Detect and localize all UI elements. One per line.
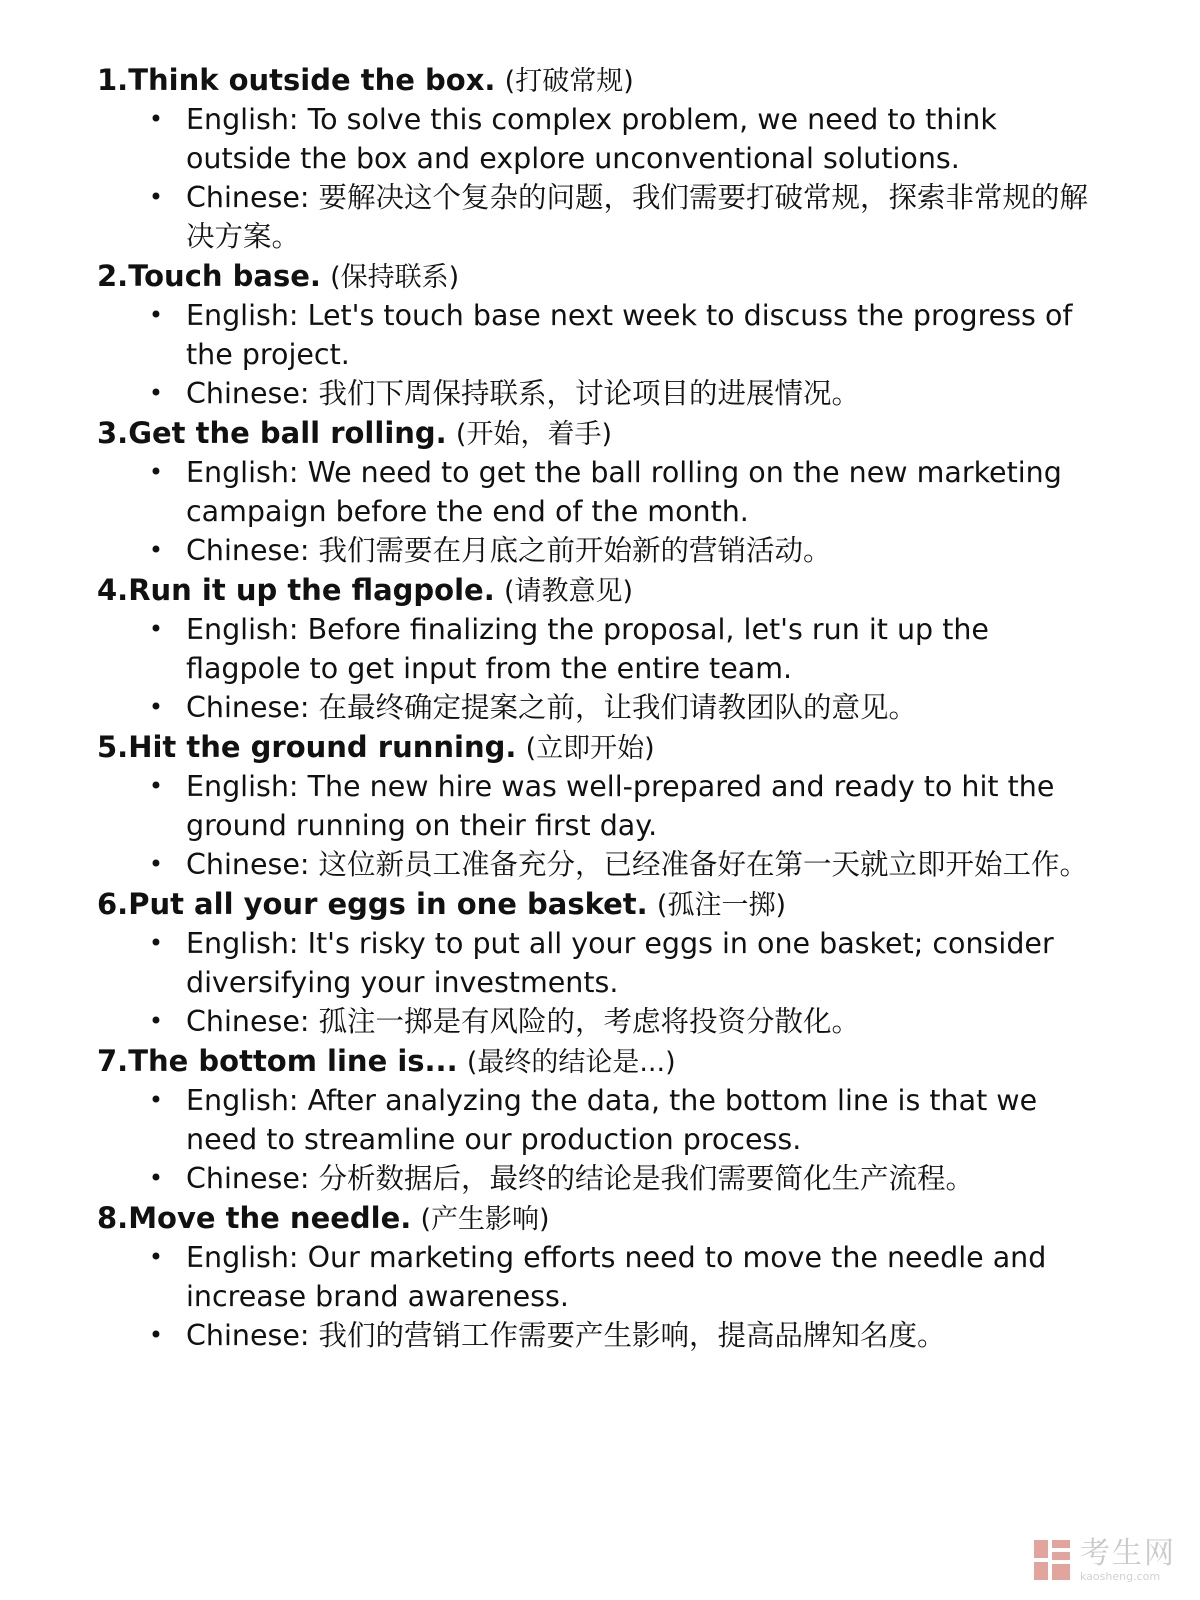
chinese-example <box>97 1002 1107 1041</box>
idiom-item <box>97 570 1107 727</box>
chinese-label: Chinese: <box>186 1162 310 1195</box>
bullet-icon: • <box>148 301 164 329</box>
english-sentence: After analyzing the data, the bottom line is that we need to streamline our production process. <box>186 1084 1038 1156</box>
idiom-meaning: (立即开始) <box>525 733 655 764</box>
chinese-sentence: 要解决这个复杂的问题，我们需要打破常规，探索非常规的解决方案。 <box>186 181 1089 253</box>
idiom-meaning: (最终的结论是...) <box>466 1047 676 1078</box>
english-label: English: <box>186 770 299 803</box>
idiom-number: 6. <box>97 887 129 921</box>
bullet-icon: • <box>148 1321 164 1349</box>
chinese-example <box>97 374 1107 413</box>
idiom-phrase: Move the needle. <box>128 1201 412 1235</box>
example-list <box>97 767 1107 884</box>
watermark-en: kaosheng.com <box>1080 1569 1161 1583</box>
bullet-icon: • <box>148 379 164 407</box>
idiom-phrase: Think outside the box. <box>128 63 496 97</box>
english-example <box>97 610 1107 688</box>
idiom-meaning: (请教意见) <box>503 576 634 607</box>
watermark-cn: 考生网 <box>1080 1535 1176 1571</box>
idiom-heading <box>97 570 1107 610</box>
example-list <box>97 1238 1107 1355</box>
idiom-item <box>97 884 1107 1041</box>
english-sentence: Our marketing efforts need to move the needle and increase brand awareness. <box>186 1241 1047 1313</box>
english-sentence: Before finalizing the proposal, let's run it up the flagpole to get input from the entire team. <box>186 613 989 685</box>
watermark <box>1032 1535 1176 1583</box>
idiom-heading <box>97 60 1107 100</box>
english-sentence: Let's touch base next week to discuss the progress of the project. <box>186 299 1073 371</box>
idiom-phrase: The bottom line is... <box>128 1044 458 1078</box>
idiom-number: 7. <box>97 1044 129 1078</box>
english-label: English: <box>186 613 299 646</box>
watermark-text <box>1080 1535 1176 1583</box>
idiom-number: 2. <box>97 259 129 293</box>
idiom-heading <box>97 727 1107 767</box>
idiom-phrase: Hit the ground running. <box>128 730 517 764</box>
english-label: English: <box>186 103 299 136</box>
chinese-sentence: 我们需要在月底之前开始新的营销活动。 <box>318 534 832 567</box>
idiom-phrase: Touch base. <box>128 259 321 293</box>
idiom-number: 3. <box>97 416 129 450</box>
idiom-phrase: Put all your eggs in one basket. <box>128 887 648 921</box>
english-sentence: To solve this complex problem, we need to think outside the box and explore unconventional solutions. <box>186 103 997 175</box>
example-list <box>97 1081 1107 1198</box>
bullet-icon: • <box>148 1164 164 1192</box>
idiom-number: 1. <box>97 63 129 97</box>
bullet-icon: • <box>148 615 164 643</box>
example-list <box>97 610 1107 727</box>
english-label: English: <box>186 456 299 489</box>
bullet-icon: • <box>148 105 164 133</box>
chinese-example <box>97 178 1107 256</box>
english-label: English: <box>186 1084 299 1117</box>
english-example <box>97 453 1107 531</box>
idiom-number: 8. <box>97 1201 129 1235</box>
english-example <box>97 296 1107 374</box>
english-label: English: <box>186 927 299 960</box>
example-list <box>97 924 1107 1041</box>
idiom-heading <box>97 1041 1107 1081</box>
english-example <box>97 1238 1107 1316</box>
chinese-example <box>97 845 1107 884</box>
bullet-icon: • <box>148 458 164 486</box>
example-list <box>97 453 1107 570</box>
chinese-example <box>97 531 1107 570</box>
english-label: English: <box>186 1241 299 1274</box>
bullet-icon: • <box>148 1243 164 1271</box>
chinese-sentence: 在最终确定提案之前，让我们请教团队的意见。 <box>318 691 918 724</box>
chinese-sentence: 这位新员工准备充分，已经准备好在第一天就立即开始工作。 <box>318 848 1089 881</box>
idiom-meaning: (开始，着手) <box>455 419 612 450</box>
english-label: English: <box>186 299 299 332</box>
idiom-phrase: Run it up the flagpole. <box>128 573 495 607</box>
chinese-label: Chinese: <box>186 377 310 410</box>
idiom-meaning: (打破常规) <box>504 66 634 97</box>
english-sentence: We need to get the ball rolling on the new marketing campaign before the end of the month. <box>186 456 1062 528</box>
chinese-sentence: 我们的营销工作需要产生影响，提高品牌知名度。 <box>318 1319 946 1352</box>
chinese-label: Chinese: <box>186 848 310 881</box>
idiom-number: 4. <box>97 573 129 607</box>
chinese-example <box>97 1316 1107 1355</box>
bullet-icon: • <box>148 1007 164 1035</box>
chinese-label: Chinese: <box>186 1005 310 1038</box>
idiom-heading <box>97 413 1107 453</box>
bullet-icon: • <box>148 1086 164 1114</box>
idiom-item <box>97 256 1107 413</box>
english-sentence: The new hire was well-prepared and ready to hit the ground running on their first day. <box>186 770 1055 842</box>
bullet-icon: • <box>148 929 164 957</box>
kaosheng-logo-icon <box>1032 1538 1072 1582</box>
chinese-label: Chinese: <box>186 691 310 724</box>
chinese-label: Chinese: <box>186 534 310 567</box>
idiom-meaning: (保持联系) <box>330 262 460 293</box>
english-sentence: It's risky to put all your eggs in one basket; consider diversifying your investments. <box>186 927 1054 999</box>
idiom-number: 5. <box>97 730 129 764</box>
idiom-phrase: Get the ball rolling. <box>128 416 447 450</box>
chinese-example <box>97 1159 1107 1198</box>
idiom-heading <box>97 884 1107 924</box>
example-list <box>97 296 1107 413</box>
chinese-label: Chinese: <box>186 181 310 214</box>
chinese-example <box>97 688 1107 727</box>
example-list <box>97 100 1107 256</box>
bullet-icon: • <box>148 536 164 564</box>
english-example <box>97 924 1107 1002</box>
chinese-label: Chinese: <box>186 1319 310 1352</box>
english-example <box>97 1081 1107 1159</box>
idiom-heading <box>97 1198 1107 1238</box>
bullet-icon: • <box>148 183 164 211</box>
idiom-list <box>97 60 1107 1355</box>
english-example <box>97 100 1107 178</box>
english-example <box>97 767 1107 845</box>
bullet-icon: • <box>148 772 164 800</box>
idiom-item <box>97 1198 1107 1355</box>
chinese-sentence: 我们下周保持联系，讨论项目的进展情况。 <box>318 377 861 410</box>
idiom-item <box>97 727 1107 884</box>
chinese-sentence: 分析数据后，最终的结论是我们需要简化生产流程。 <box>318 1162 975 1195</box>
bullet-icon: • <box>148 693 164 721</box>
idiom-meaning: (产生影响) <box>420 1204 550 1235</box>
idiom-item <box>97 1041 1107 1198</box>
idiom-item <box>97 60 1107 256</box>
idiom-meaning: (孤注一掷) <box>656 890 786 921</box>
chinese-sentence: 孤注一掷是有风险的，考虑将投资分散化。 <box>318 1005 861 1038</box>
idiom-heading <box>97 256 1107 296</box>
bullet-icon: • <box>148 850 164 878</box>
idiom-item <box>97 413 1107 570</box>
